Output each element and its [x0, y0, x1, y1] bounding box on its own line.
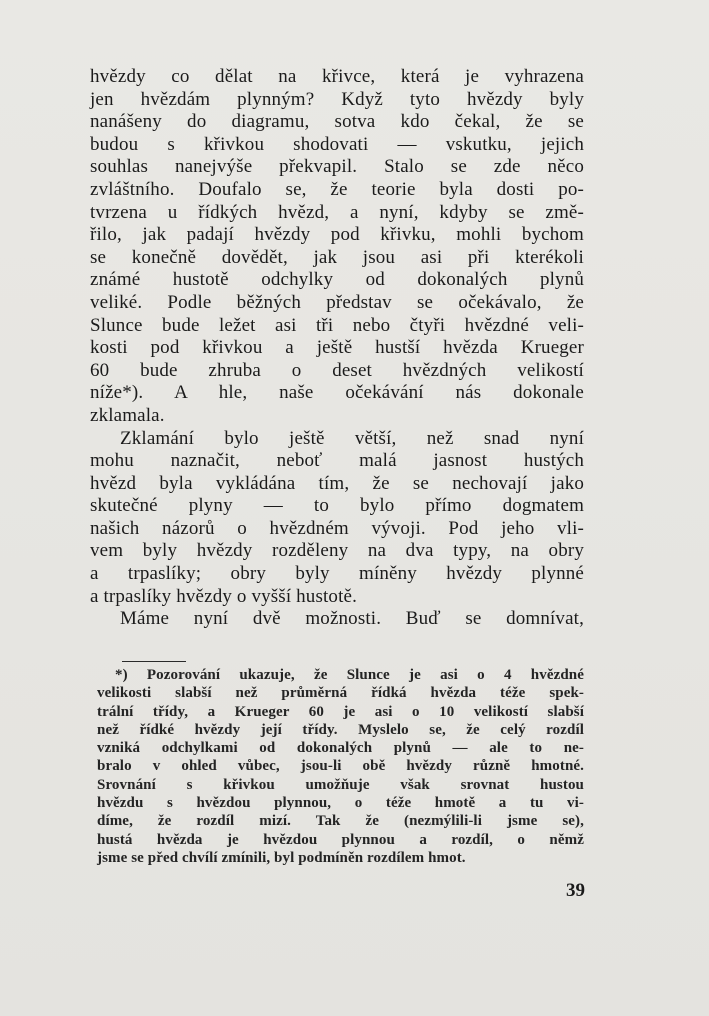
- body-line: veliké. Podle běžných představ se očekávalo, že: [90, 291, 584, 313]
- body-line: Zklamání bylo ještě větší, než snad nyní: [120, 427, 584, 449]
- body-line: tvrzena u řídkých hvězd, a nyní, kdyby se změ-: [90, 201, 584, 223]
- page-number: 39: [566, 880, 585, 901]
- footnote-line: Srovnání s křivkou umožňuje však srovnat hustou: [97, 776, 584, 793]
- body-line: zklamala.: [90, 404, 165, 426]
- body-line: známé hustotě odchylky od dokonalých plynů: [90, 269, 584, 291]
- footnote-line: *) Pozorování ukazuje, že Slunce je asi o 4 hvězdné: [115, 667, 584, 683]
- body-line: budou s křivkou shodovati — vskutku, jejich: [90, 133, 584, 155]
- body-line: našich názorů o hvězdném vývoji. Pod jeho vli-: [90, 517, 584, 539]
- body-line: mohu naznačit, neboť malá jasnost hustých: [90, 450, 584, 472]
- body-line: hvězd byla vykládána tím, že se nechovají jako: [90, 472, 584, 494]
- body-line: vem byly hvězdy rozděleny na dva typy, na obry: [90, 540, 584, 562]
- footnote-line: bralo v ohled vůbec, jsou-li obě hvězdy různě hmotné.: [97, 758, 584, 775]
- body-line: hvězdy co dělat na křivce, která je vyhrazena: [90, 66, 584, 87]
- body-line: se konečně dovědět, jak jsou asi při kterékoli: [90, 246, 584, 268]
- body-line: 60 bude zhruba o deset hvězdných velikostí: [90, 359, 584, 381]
- footnote-line: velikosti slabší než průměrná řídká hvězda téže spek-: [97, 685, 584, 702]
- body-line: jen hvězdám plynným? Když tyto hvězdy byly: [90, 88, 584, 110]
- body-line: Máme nyní dvě možnosti. Buď se domnívat,: [120, 608, 584, 630]
- footnote-line: hvězdu s hvězdou plynnou, o téže hmotě a tu vi-: [97, 795, 584, 812]
- footnote-line: trální třídy, a Krueger 60 je asi o 10 velikostí slabší: [97, 703, 584, 720]
- footnote-line: vzniká odchylkami od dokonalých plynů — ale to ne-: [97, 740, 584, 757]
- footnote-divider: [122, 661, 186, 662]
- body-line: skutečné plyny — to bylo přímo dogmatem: [90, 495, 584, 517]
- footnote-line: hustá hvězda je hvězdou plynnou a rozdíl, o němž: [97, 831, 584, 848]
- footnote: [97, 666, 584, 867]
- body-text: [90, 66, 584, 631]
- body-line: a trpaslíky; obry byly míněny hvězdy plynné: [90, 563, 584, 585]
- footnote-line: než řídké hvězdy její třídy. Myslelo se, že celý rozdíl: [97, 721, 584, 738]
- body-line: nanášeny do diagramu, sotva kdo čekal, že se: [90, 111, 584, 133]
- footnote-line: jsme se před chvílí zmínili, byl podmíněn rozdílem hmot.: [97, 849, 466, 866]
- body-line: zvláštního. Doufalo se, že teorie byla dosti po-: [90, 178, 584, 200]
- body-line: řilo, jak padají hvězdy pod křivku, mohli bychom: [90, 224, 584, 246]
- body-line: souhlas nanejvýše překvapil. Stalo se zde něco: [90, 156, 584, 178]
- body-line: a trpaslíky hvězdy o vyšší hustotě.: [90, 585, 357, 607]
- body-line: níže*). A hle, naše očekávání nás dokonale: [90, 382, 584, 404]
- body-line: kosti pod křivkou a ještě hustší hvězda Krueger: [90, 337, 584, 359]
- body-line: Slunce bude ležet asi tři nebo čtyři hvězdné veli-: [90, 314, 584, 336]
- footnote-line: díme, že rozdíl mizí. Tak že (nezmýlili-li jsme se),: [97, 813, 584, 830]
